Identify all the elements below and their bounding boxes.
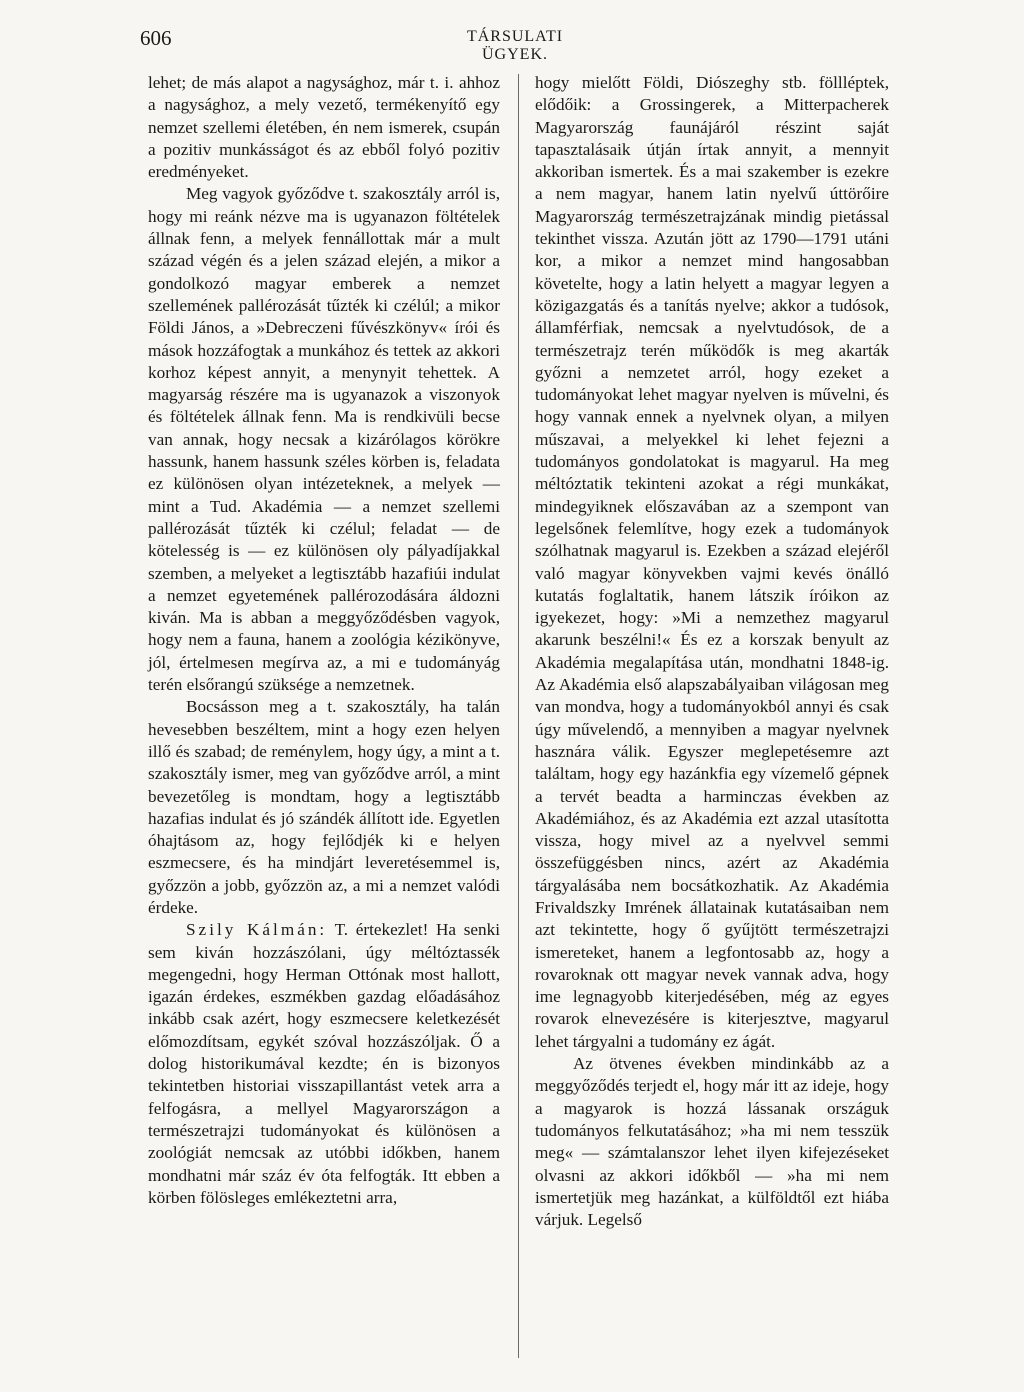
left-column [148, 72, 500, 1209]
paragraph: lehet; de más alapot a nagysághoz, már t. i. ahhoz a nagysághoz, a mely vezető, termékenyítő egy nemzet szellemi életében, én nem ismerek, csupán a pozitiv munkásságot és az ebből folyó pozitiv eredményeket. [148, 73, 500, 182]
page-number: 606 [140, 26, 172, 50]
speech-text: T. értekezlet! Ha senki sem kiván hozzászólani, úgy méltóztassék megengedni, hogy Herman Ottónak most hallott, igazán érdekes, eszmékben gazdag előadásához inkább csak azért, hogy eszmecsere keletkezését előmozdítsam, egykét szóval hozzászóljak. Ő a dolog historikumával kezdte; én is bizonyos tekintetben historiai visszapillantást vetek arra a felfogásra, a mellyel Magyarországon a természetrajzi tudományokat és különösen a zoológiát nemcsak az utóbbi időkben, hanem mondhatni már száz év óta felfogták. Itt ebben a körben fölösleges emlékeztetni arra, [148, 920, 500, 1207]
column-divider [518, 74, 519, 1358]
paragraph: Bocsásson meg a t. szakosztály, ha talán hevesebben beszéltem, mint a hogy ezen helyen illő és szabad; de reménylem, hogy úgy, a mint a t. szakosztály ismer, meg van győződve arról, a mint bevezetőleg is mondtam, hogy a legtisztább hazafias indulat és jó szándék állított ide. Egyetlen óhajtásom az, hogy fejlődjék ki e helyen eszmecsere, és ha mindjárt leveretésemmel is, győzzön a jobb, győzzön az, a mi a nemzet valódi érdeke. [148, 697, 500, 917]
page-header [140, 26, 910, 63]
right-column [535, 72, 889, 1231]
speaker-name: Szily Kálmán: [186, 920, 328, 940]
speech-paragraph [148, 919, 500, 1209]
paragraph: hogy mielőtt Földi, Diószeghy stb. föllléptek, elődőik: a Grossingerek, a Mitterpacherek Magyarország faunájáról részint saját tapasztalásaik útján írtak annyit, a mennyit akkoriban ismertek. És a mai szakember is ezekre a nem magyar, hanem latin nyelvű úttörőire Magyarország természetrajzának mindig pietással tekinthet vissza. Azután jött az 1790—1791 utáni kor, a mikor a nemzet mind hangosabban követelte, hogy a latin helyett a magyar legyen a közigazgatás és a tanítás nyelve; akkor a tudósok, államférfiak, nemcsak a nyelvtudósok, de a természetrajz terén működők is meg akarták győzni a nemzetet arról, hogy ezeket a tudományokat lehet magyar nyelven is művelni, és hogy vannak ennek a nyelvnek olyan, a milyen műszavai, a melyekkel ki lehet fejezni a tudományos gondolatokat is magyarul. Ha meg méltóztatik tekinteni azokat a régi munkákat, mindegyiknek előszavában az a szempont van legelsőnek felemlítve, hogy ezek a tudományok szólhatnak magyarul is. Ezekben a század elejéről való magyar könyvekben vajmi kevés önálló kutatás foglaltatik, hanem látszik íróikon az igyekezet, hogy: »Mi a nemzethez magyarul akarunk beszélni!« És ez a korszak benyult az Akadémia megalapítása után, mondhatni 1848-ig. Az Akadémia első alapszabályaiban világosan meg van mondva, hogy a tudományokból annyi és csak úgy művelendő, a mennyiben a magyar nyelvnek hasznára válik. Egyszer meglepetésemre azt találtam, hogy egy hazánkfia egy vízemelő gépnek a tervét beadta a harminczas években az Akadémiához, és az Akadémia ezt azzal utasította vissza, hogy mivel az a nyelvvel semmi összefüggésben nincs, azért az Akadémia tárgyalásába nem bocsátkozhatik. Az Akadémia Frivaldszky Imrének állatainak kutatásaiban nem azt tekintette, hogy ő gyűjtött természetrajzi ismereteket, hanem a legfontosabb az, hogy a rovaroknak ott magyar nevek vannak adva, hogy ime legnagyobb kiterjedésében, még az egyes rovarok elnevezésére is kiterjesztve, magyarul lehet tárgyalni a tudomány ez ágát. [535, 73, 889, 1051]
paragraph: Meg vagyok győződve t. szakosztály arról is, hogy mi reánk nézve ma is ugyanazon föltételek állnak fenn, a melyek fennállottak már a mult század végén és a jelen század elején, a mikor a gondolkozó magyar emberek a nemzet szellemének pallérozását tűzték ki czélúl; a mikor Földi János, a »Debreczeni fűvészkönyv« írói és mások hozzáfogtak a munkához és tettek az akkori korhoz képest annyit, a menynyit tehettek. A magyarság részére ma is ugyanazok a viszonyok és föltételek állnak fenn. Ma is rendkivüli becse van annak, hogy necsak a kizárólagos körökre hassunk, hanem hassunk széles körben is, feladata ez különösen olyan intézeteknek, a melyek — mint a Tud. Akadémia — a nemzet szellemi pallérozását tűzték ki czélul; feladat — de kötelesség is — ez különösen oly pályadíjakkal szemben, a melyeket a legtisztább hazafiúi indulat a nemzet egyetemének pallérozodására áldozni kiván. Ma is abban a meggyőződésben vagyok, hogy nem a fauna, hanem a zoológia kézikönyve, jól, értelmesen megírva az, a mi e tudományág terén elsőrangú szüksége a nemzetnek. [148, 184, 500, 695]
running-title: TÁRSULATI ÜGYEK. [466, 28, 564, 63]
paragraph: Az ötvenes években mindinkább az a meggyőződés terjedt el, hogy már itt az ideje, hogy a magyarok is hozzá lássanak országuk tudományos felkutatásához; »ha mi nem tesszük meg« — számtalanszor lehet ilyen kifejezéseket olvasni az akkori időkből — »ha mi nem ismertetjük meg hazánkat, a külföldtől ezt hiába várjuk. Legelső [535, 1054, 889, 1230]
